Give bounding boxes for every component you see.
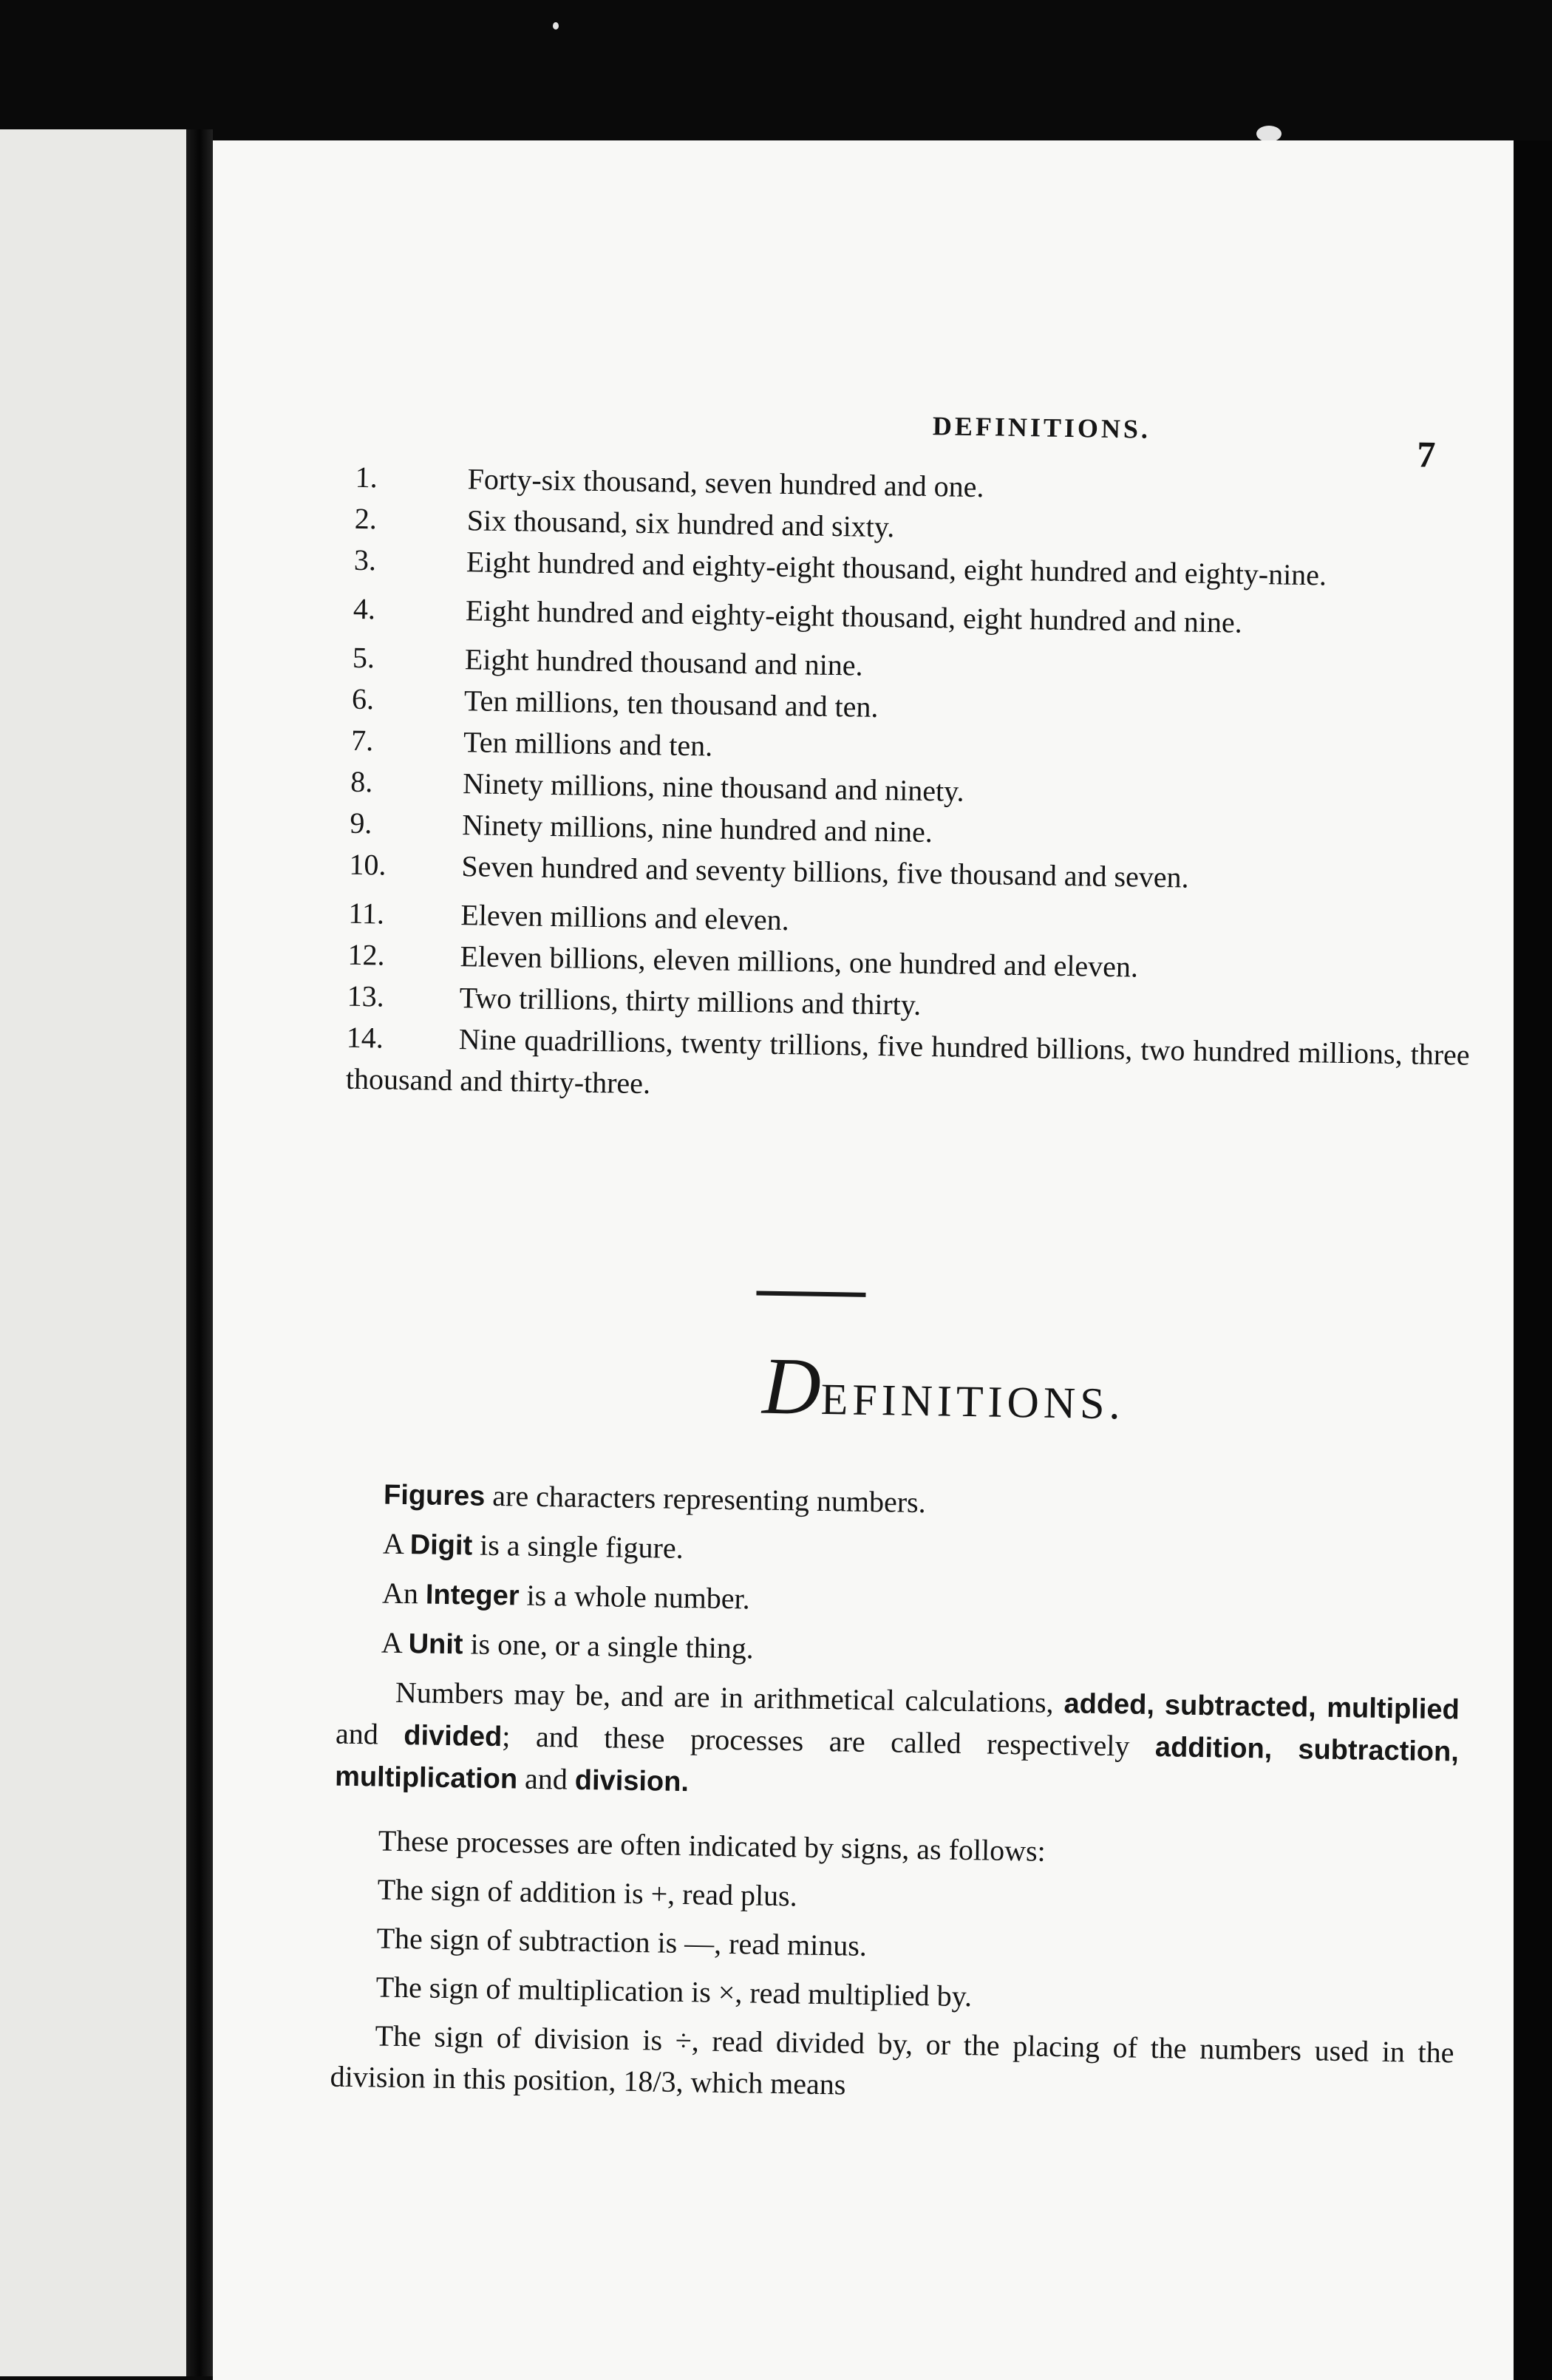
exercise-text: Eleven millions and eleven. [460,898,790,937]
exercise-number: 8. [350,764,373,799]
sign-addition: The sign of addition is +, read plus. [377,1872,798,1913]
term: addition, subtraction, multiplication [334,1732,1460,1795]
paragraph-text: and [517,1761,576,1796]
title-rest: EFINITIONS. [820,1374,1126,1429]
term: Unit [408,1628,463,1661]
exercise-item [346,1017,1471,1118]
definition-text: is a single figure. [472,1528,684,1565]
exercise-text: Eight hundred and eighty-eight thousand, eight hundred and eighty-nine. [466,545,1327,592]
paragraph-text: ; and these processes are called respectively [502,1719,1156,1764]
paragraph-text: and [335,1716,404,1752]
exercise-text: Ninety millions, nine thousand and ninety. [462,766,964,808]
exercise-text: Forty-six thousand, seven hundred and one. [467,462,984,504]
sign-subtraction: The sign of subtraction is —, read minus. [376,1921,868,1962]
exercise-number: 12. [347,937,385,972]
term: division. [574,1764,690,1798]
definition-text: are characters representing numbers. [485,1478,927,1520]
exercise-number: 7. [350,723,374,758]
definition-figures [339,1473,1463,1533]
exercise-number: 3. [353,543,377,577]
exercise-text: Six thousand, six hundred and sixty. [466,503,895,544]
exercise-number: 6. [351,681,375,716]
exercise-number: 1. [355,460,378,494]
term: Digit [409,1529,473,1562]
exercise-text: Ten millions and ten. [463,725,713,763]
definition-prefix: A [382,1526,411,1561]
sign-division: The sign of division is ÷, read divided by, or the placing of the numbers used in the division in this position, 18/3, which means [330,2019,1454,2101]
exercise-text: Seven hundred and seventy billions, five thousand and seven. [461,849,1189,894]
exercise-list [346,457,1479,1118]
exercise-number: 5. [352,640,375,675]
exercise-number: 9. [350,806,372,840]
term: Figures [383,1479,486,1512]
book-page [213,140,1514,2380]
term: Integer [425,1579,520,1612]
exercise-text: Eleven billions, eleven millions, one hundred and eleven. [460,939,1139,984]
signs-intro: These processes are often indicated by signs, as follows: [378,1823,1046,1868]
paragraph-text: Numbers may be, and are in arithmetical calculations, [395,1675,1064,1720]
exercise-number: 13. [347,979,385,1013]
definition-text: is a whole number. [519,1578,751,1616]
page-number: 7 [1416,433,1436,475]
operations-paragraph [335,1671,1460,1815]
exercise-text: Two trillions, thirty millions and thirty. [459,981,922,1021]
exercise-text: Nine quadrillions, twenty trillions, five hundred billions, two hundred millions, three thousand and thirty-three. [345,1022,1471,1101]
exercise-text: Eight hundred and eighty-eight thousand, eight hundred and nine. [465,594,1243,639]
exercise-text: Eight hundred thousand and nine. [464,642,863,682]
book-gutter [186,129,213,2376]
page-content [330,132,1499,2101]
title-initial: D [761,1340,822,1432]
dust-speck [553,22,559,30]
running-head: DEFINITIONS. [932,411,1151,444]
definition-text: is one, or a single thing. [463,1627,755,1665]
definition-unit [337,1622,1461,1682]
definition-prefix: A [381,1625,409,1660]
exercise-number: 10. [349,847,387,882]
definition-digit [338,1523,1463,1582]
exercise-text: Ten millions, ten thousand and ten. [463,684,879,724]
exercise-text: Ninety millions, nine hundred and nine. [462,808,933,849]
exercise-number: 14. [346,1020,384,1055]
exercise-number: 11. [348,896,385,931]
definitions-body [330,1473,1463,2123]
scan-border [1514,140,1552,2380]
section-title [762,1339,1126,1439]
exercise-number: 2. [354,501,378,536]
dust-speck [1256,126,1282,142]
exercise-number: 4. [353,591,376,626]
facing-page [0,129,186,2376]
definition-prefix: An [381,1576,426,1611]
sign-multiplication: The sign of multiplication is ×, read multiplied by. [375,1970,973,2013]
term: divided [403,1720,503,1753]
section-divider [756,1291,865,1297]
term: subtracted, multiplied [1164,1690,1460,1726]
definition-integer [338,1572,1462,1632]
exercise-item [353,588,1477,647]
term: added, [1063,1688,1155,1721]
